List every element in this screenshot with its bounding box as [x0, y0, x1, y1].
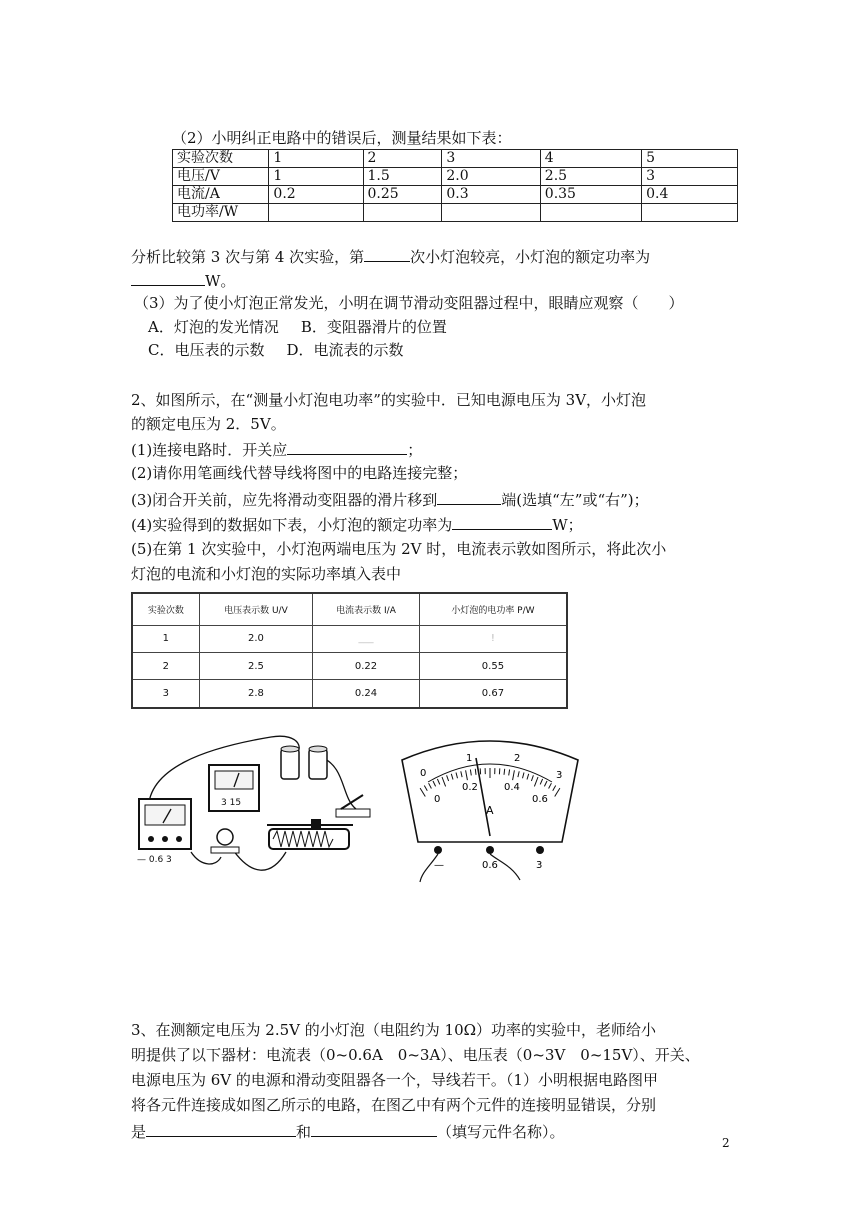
wire: [191, 852, 221, 864]
table-row: [132, 625, 567, 652]
table-row: [173, 168, 738, 186]
q2-stem-line1: 2、如图所示，在“测量小灯泡电功率”的实验中．已知电源电压为 3V，小灯泡: [131, 391, 647, 409]
q2-data-table: [131, 592, 568, 709]
table-cell: [442, 204, 540, 222]
table-cell: 5: [642, 150, 738, 168]
q1-part2-intro: （2）小明纠正电路中的错误后，测量结果如下表：: [172, 129, 512, 147]
table-cell: [642, 204, 738, 222]
ammeter-terminal-label: — 0.6 3: [137, 855, 172, 865]
analysis-text-c: W。: [205, 272, 236, 290]
q3-line2: 明提供了以下器材：电流表（0~0.6A 0~3A）、电压表（0~3V 0~15V）、开关、: [131, 1046, 700, 1064]
option-d: D．电流表的示数: [286, 341, 404, 359]
top-tick-1: 1: [466, 753, 473, 764]
table-header-cell: 实验次数: [132, 593, 199, 625]
slider-end-blank[interactable]: [437, 488, 501, 505]
table-cell: 实验次数: [173, 150, 269, 168]
terminal-3: 3: [536, 860, 543, 871]
table-cell: 0.35: [540, 186, 641, 204]
table-cell: 4: [540, 150, 641, 168]
table-cell: 1.5: [363, 168, 442, 186]
ammeter-icon: [137, 799, 191, 865]
terminal-negative: —: [434, 860, 444, 871]
table-cell: 1: [132, 625, 199, 652]
table-cell: 1: [269, 150, 363, 168]
bottom-tick-0.6: 0.6: [532, 794, 548, 805]
table-cell: 2: [132, 652, 199, 679]
q3-line5-a: 是: [131, 1123, 147, 1141]
q2-part2: (2)请你用笔画线代替导线将图中的电路连接完整；: [131, 464, 468, 482]
q2-part3-text: (3)闭合开关前，应先将滑动变阻器的滑片移到: [131, 491, 438, 509]
table-cell: ___: [313, 625, 420, 652]
q1-part3-options-cd: [148, 340, 404, 360]
rheostat-icon: [267, 819, 353, 849]
table-cell: 2.8: [199, 680, 312, 708]
q1-part3-options-ab: [148, 317, 447, 337]
table-header-cell: 电压表示数 U/V: [199, 593, 312, 625]
table-cell: 电压/V: [173, 168, 269, 186]
wrong-component-blank-1[interactable]: [146, 1120, 296, 1137]
q2-part3: [131, 488, 649, 510]
option-c: C．电压表的示数: [148, 341, 265, 359]
table-cell: [363, 204, 442, 222]
table-cell: 0.2: [269, 186, 363, 204]
bulb-icon: [211, 829, 239, 853]
table-cell: 2.5: [540, 168, 641, 186]
battery-icon: [281, 746, 327, 779]
table-row: [173, 204, 738, 222]
table-cell: [540, 204, 641, 222]
bottom-tick-0.2: 0.2: [462, 782, 478, 793]
q2-part4-text: (4)实验得到的数据如下表，小灯泡的额定功率为: [131, 516, 453, 534]
terminal-0.6: 0.6: [482, 860, 498, 871]
q1-analysis-line2: [131, 269, 235, 291]
q2-part4: [131, 513, 583, 535]
option-a: A．灯泡的发光情况: [148, 318, 279, 336]
q2-part1-text: (1)连接电路时．开关应: [131, 441, 288, 459]
q2-part1-end: ；: [407, 441, 423, 459]
table-cell: 0.67: [419, 680, 567, 708]
scale-tick: [504, 769, 505, 775]
analysis-text-a: 分析比较第 3 次与第 4 次实验，第: [131, 248, 365, 266]
option-b: B．变阻器滑片的位置: [300, 318, 447, 336]
top-tick-0: 0: [420, 768, 427, 779]
q2-stem-line2: 的额定电压为 2．5V。: [131, 415, 286, 433]
table-row: [132, 652, 567, 679]
q3-line1: 3、在测额定电压为 2.5V 的小灯泡（电阻约为 10Ω）功率的实验中，老师给小: [131, 1021, 657, 1039]
q2-part4-end: W；: [552, 516, 583, 534]
circuit-diagram: [131, 727, 381, 882]
voltmeter-icon: [209, 765, 259, 811]
table-cell: 0.22: [313, 652, 420, 679]
wrong-component-blank-2[interactable]: [311, 1120, 437, 1137]
top-tick-3: 3: [556, 770, 563, 781]
table-header-cell: 电流表示数 I/A: [313, 593, 420, 625]
unit-label: A: [486, 804, 494, 817]
table-row: [173, 186, 738, 204]
bottom-tick-0.4: 0.4: [504, 782, 520, 793]
table-row: [173, 150, 738, 168]
q2-rated-power-blank[interactable]: [452, 513, 552, 530]
table-cell: 0.25: [363, 186, 442, 204]
table-cell: 0.55: [419, 652, 567, 679]
table-cell: 电功率/W: [173, 204, 269, 222]
q3-line5-b: 和: [296, 1123, 312, 1141]
table-cell: 1: [269, 168, 363, 186]
q3-line5-c: （填写元件名称）。: [437, 1123, 565, 1141]
table-cell: !: [419, 625, 567, 652]
table-cell: 3: [132, 680, 199, 708]
table-cell: 0.4: [642, 186, 738, 204]
page-number: 2: [722, 1136, 730, 1150]
scale-tick: [475, 769, 476, 775]
table-cell: 3: [442, 150, 540, 168]
q3-line5: [131, 1120, 565, 1142]
analysis-text-b: 次小灯泡较亮，小灯泡的额定功率为: [410, 248, 651, 266]
q1-part3-question: （3）为了使小灯泡正常发光，小明在调节滑动变阻器过程中，眼睛应观察（ ）: [134, 294, 684, 312]
switch-state-blank[interactable]: [287, 438, 407, 455]
table-cell: 2.0: [442, 168, 540, 186]
q1-analysis-line1: [131, 245, 650, 267]
table-cell: [269, 204, 363, 222]
ammeter-face: [400, 740, 580, 885]
table-cell: 电流/A: [173, 186, 269, 204]
q3-line4: 将各元件连接成如图乙所示的电路，在图乙中有两个元件的连接明显错误，分别: [131, 1096, 657, 1114]
top-tick-2: 2: [514, 753, 521, 764]
q2-part3-end: 端(选填“左”或“右”)；: [501, 491, 649, 509]
table-header-row: [132, 593, 567, 625]
table-cell: 0.24: [313, 680, 420, 708]
table-header-cell: 小灯泡的电功率 P/W: [419, 593, 567, 625]
table-cell: 2.0: [199, 625, 312, 652]
table-cell: 2.5: [199, 652, 312, 679]
q2-part1: [131, 438, 422, 460]
rated-power-blank[interactable]: [131, 269, 205, 286]
q2-part5-line1: (5)在第 1 次实验中，小灯泡两端电压为 2V 时，电流表示敦如图所示，将此次小: [131, 540, 667, 558]
q1-results-table: [172, 149, 738, 222]
bottom-tick-0: 0: [434, 794, 441, 805]
table-row: [132, 680, 567, 708]
brighter-trial-blank[interactable]: [364, 245, 410, 262]
table-cell: 3: [642, 168, 738, 186]
voltmeter-terminal-label: 3 15: [221, 798, 242, 808]
table-cell: 2: [363, 150, 442, 168]
table-cell: 0.3: [442, 186, 540, 204]
q2-part5-line2: 灯泡的电流和小灯泡的实际功率填入表中: [131, 565, 402, 583]
q3-line3: 电源电压为 6V 的电源和滑动变阻器各一个，导线若干。（1）小明根据电路图甲: [131, 1071, 658, 1089]
